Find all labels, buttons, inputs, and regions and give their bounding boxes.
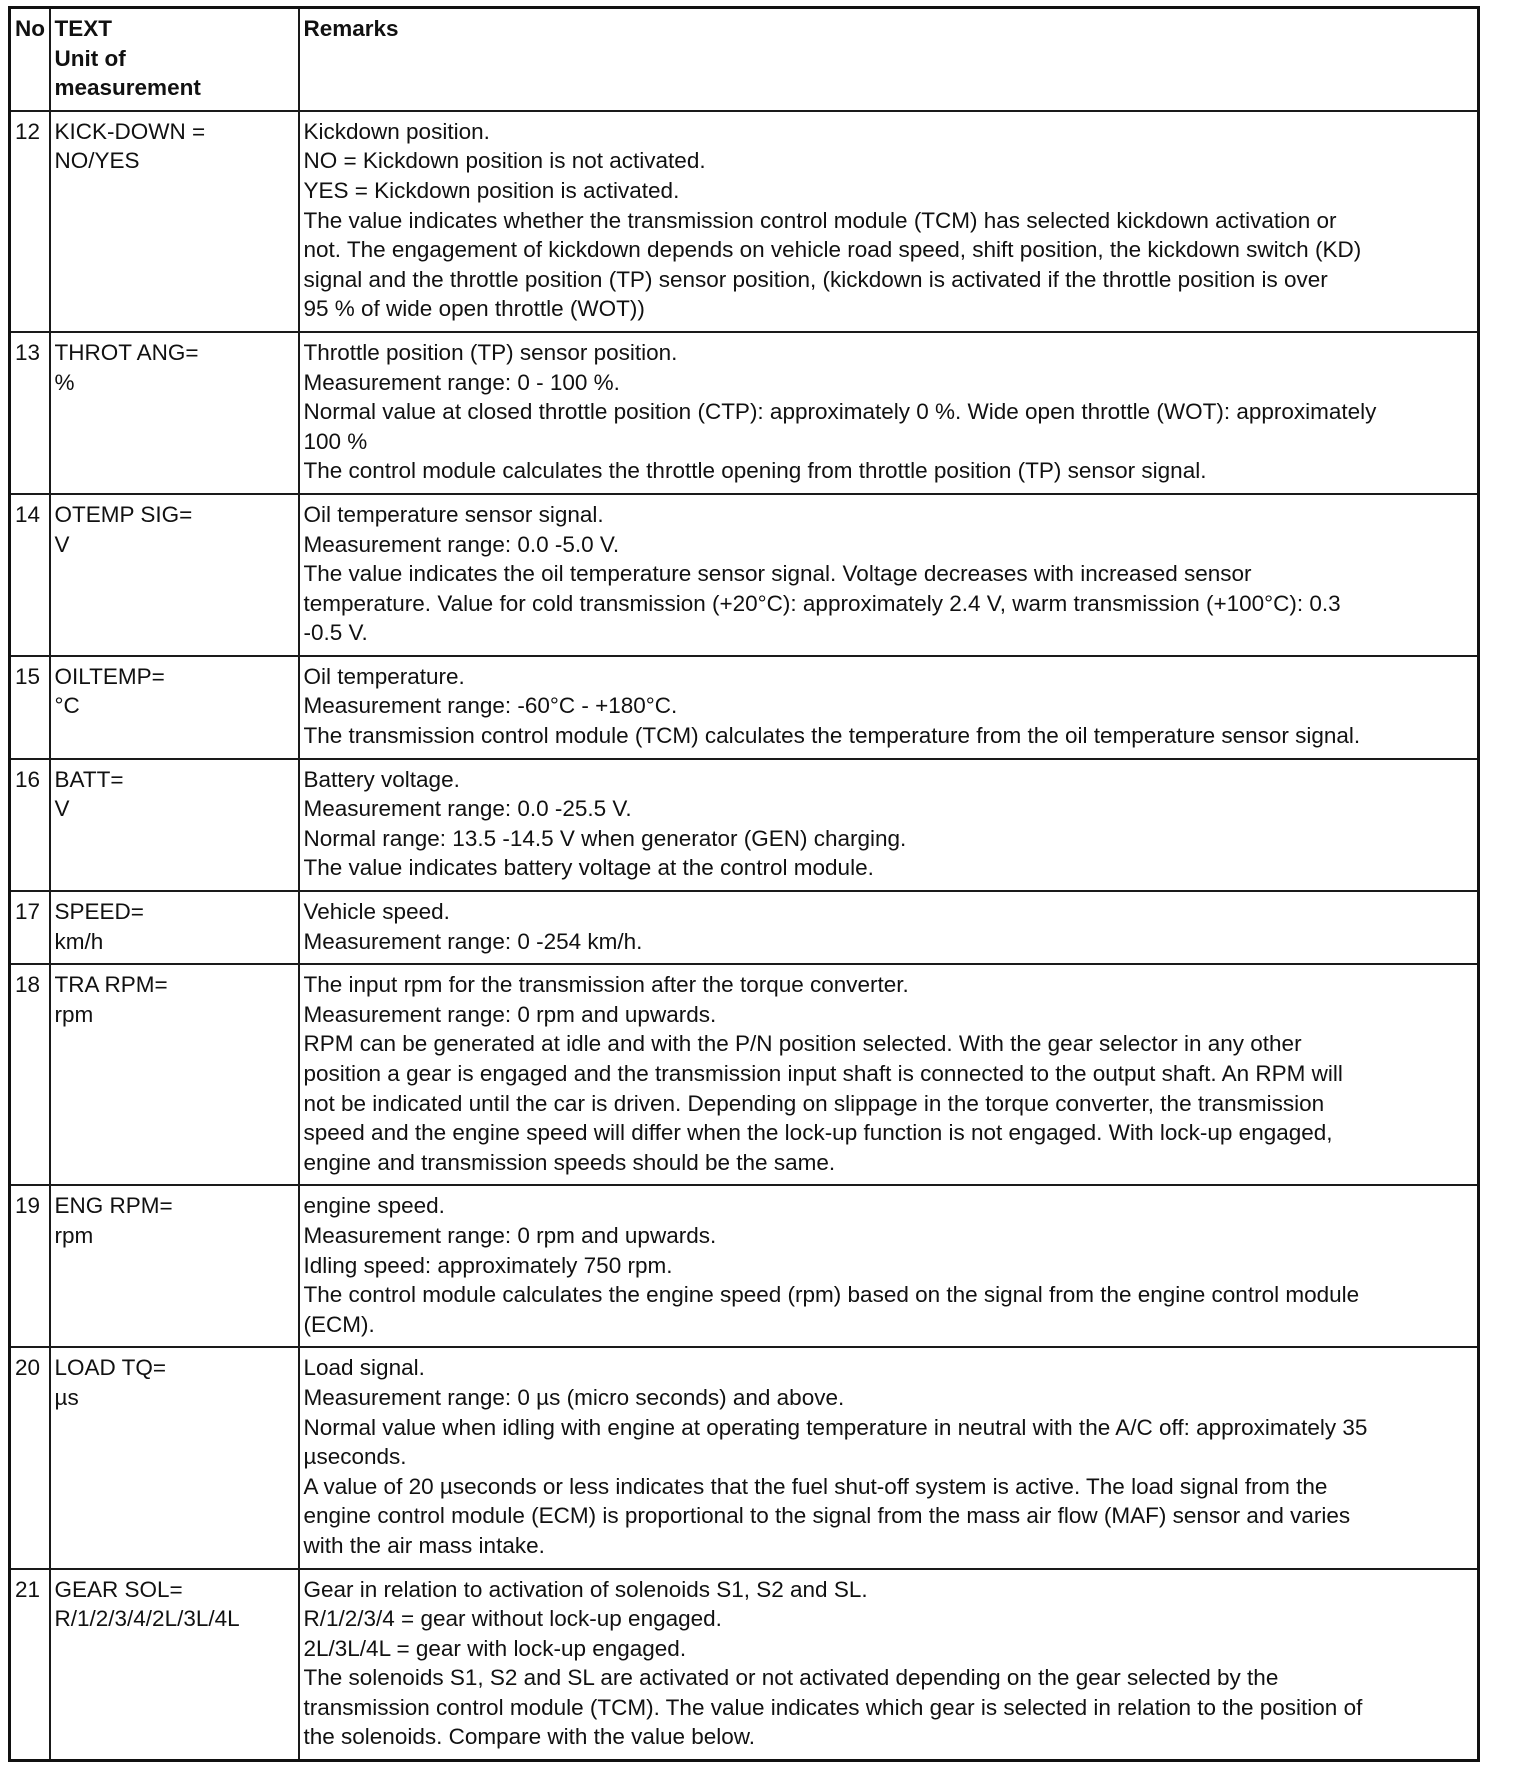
- parameter-name: THROT ANG=: [54, 339, 199, 365]
- remark-line: 2L/3L/4L = gear with lock-up engaged.: [303, 1635, 687, 1661]
- parameter-unit: µs: [54, 1384, 79, 1410]
- remark-line: Kickdown position.: [303, 118, 490, 144]
- row-remarks: [299, 964, 1479, 1185]
- table-row: [10, 332, 1479, 494]
- remark-line: Normal range: 13.5 -14.5 V when generator (GEN) charging.: [303, 825, 907, 851]
- remark-line: not. The engagement of kickdown depends on vehicle road speed, shift position, the kickdown switch (KD): [303, 237, 1362, 263]
- remark-line: µseconds.: [303, 1444, 407, 1470]
- row-parameter-text: [50, 656, 299, 759]
- row-remarks: [299, 656, 1479, 759]
- parameter-name: ENG RPM=: [54, 1193, 173, 1219]
- row-parameter-text: [50, 759, 299, 891]
- remark-line: Measurement range: 0 - 100 %.: [303, 369, 620, 395]
- remark-line: Throttle position (TP) sensor position.: [303, 339, 678, 365]
- remark-line: engine and transmission speeds should be the same.: [303, 1149, 836, 1175]
- row-number: 12: [10, 111, 50, 332]
- row-remarks: [299, 1569, 1479, 1761]
- remark-line: The input rpm for the transmission after the torque converter.: [303, 972, 909, 998]
- parameter-table: [8, 6, 1480, 1762]
- table-row: [10, 759, 1479, 891]
- parameter-name: KICK-DOWN =: [54, 118, 206, 144]
- remark-line: position a gear is engaged and the transmission input shaft is connected to the output shaft. An RPM will: [303, 1061, 1343, 1086]
- remark-line: R/1/2/3/4 = gear without lock-up engaged.: [303, 1606, 722, 1632]
- table-header-row: [10, 8, 1479, 111]
- table-body: [10, 111, 1479, 1761]
- parameter-unit: NO/YES: [54, 148, 140, 174]
- parameter-unit: rpm: [54, 1001, 94, 1027]
- remark-line: transmission control module (TCM). The value indicates which gear is selected in relation to the position of: [303, 1694, 1363, 1720]
- parameter-unit: %: [54, 369, 75, 395]
- remark-line: 95 % of wide open throttle (WOT)): [303, 296, 645, 322]
- remark-line: A value of 20 µseconds or less indicates that the fuel shut-off system is active. The load signal from the: [303, 1473, 1328, 1499]
- remark-line: Normal value when idling with engine at operating temperature in neutral with the A/C off: approximately 35: [303, 1414, 1368, 1440]
- header-remarks: Remarks: [299, 8, 1479, 111]
- row-remarks: [299, 111, 1479, 332]
- remark-line: signal and the throttle position (TP) sensor position, (kickdown is activated if the throttle position is over: [303, 266, 1328, 292]
- parameter-unit: V: [54, 796, 70, 822]
- remark-line: Measurement range: 0.0 -5.0 V.: [303, 531, 620, 557]
- table-row: [10, 1347, 1479, 1568]
- remark-line: The value indicates whether the transmission control module (TCM) has selected kickdown activation or: [303, 207, 1337, 233]
- remark-line: Measurement range: 0 rpm and upwards.: [303, 1222, 717, 1248]
- row-number: 19: [10, 1185, 50, 1347]
- remark-line: The control module calculates the throttle opening from throttle position (TP) sensor signal.: [303, 458, 1207, 484]
- header-text-unit: TEXT Unit of measurement: [50, 8, 299, 111]
- remark-line: engine control module (ECM) is proportional to the signal from the mass air flow (MAF) sensor and varies: [303, 1503, 1351, 1529]
- row-number: 16: [10, 759, 50, 891]
- parameter-name: OILTEMP=: [54, 663, 165, 689]
- row-number: 17: [10, 891, 50, 964]
- remark-line: Battery voltage.: [303, 766, 460, 792]
- row-number: 20: [10, 1347, 50, 1568]
- table-row: [10, 111, 1479, 332]
- remark-line: Vehicle speed.: [303, 899, 450, 925]
- row-parameter-text: [50, 1569, 299, 1761]
- parameter-unit: km/h: [54, 928, 104, 954]
- row-remarks: [299, 759, 1479, 891]
- table-row: [10, 891, 1479, 964]
- remark-line: engine speed.: [303, 1193, 445, 1219]
- remark-line: NO = Kickdown position is not activated.: [303, 148, 706, 174]
- remark-line: Measurement range: 0 µs (micro seconds) and above.: [303, 1384, 845, 1410]
- remark-line: YES = Kickdown position is activated.: [303, 177, 680, 203]
- remark-line: not be indicated until the car is driven. Depending on slippage in the torque converter, the transmission: [303, 1090, 1325, 1116]
- row-number: 18: [10, 964, 50, 1185]
- row-parameter-text: [50, 111, 299, 332]
- row-number: 13: [10, 332, 50, 494]
- remark-line: RPM can be generated at idle and with the P/N position selected. With the gear selector in any other: [303, 1031, 1302, 1057]
- remark-line: Gear in relation to activation of solenoids S1, S2 and SL.: [303, 1576, 868, 1602]
- table-row: [10, 964, 1479, 1185]
- parameter-unit: °C: [54, 693, 80, 719]
- remark-line: The control module calculates the engine speed (rpm) based on the signal from the engine control module: [303, 1282, 1360, 1308]
- remark-line: The transmission control module (TCM) calculates the temperature from the oil temperature sensor signal.: [303, 723, 1361, 749]
- row-number: 14: [10, 494, 50, 656]
- row-number: 15: [10, 656, 50, 759]
- parameter-name: GEAR SOL=: [54, 1576, 183, 1602]
- remark-line: temperature. Value for cold transmission (+20°C): approximately 2.4 V, warm transmission (+100°C): 0.3: [303, 590, 1341, 616]
- row-remarks: [299, 1347, 1479, 1568]
- parameter-name: OTEMP SIG=: [54, 501, 193, 527]
- parameter-unit: V: [54, 531, 70, 557]
- table-row: [10, 1569, 1479, 1761]
- table-row: [10, 494, 1479, 656]
- row-parameter-text: [50, 964, 299, 1185]
- row-parameter-text: [50, 1347, 299, 1568]
- remark-line: Measurement range: 0 rpm and upwards.: [303, 1001, 717, 1027]
- parameter-unit: rpm: [54, 1222, 94, 1248]
- remark-line: 100 %: [303, 428, 368, 454]
- table-row: [10, 656, 1479, 759]
- row-parameter-text: [50, 1185, 299, 1347]
- row-remarks: [299, 1185, 1479, 1347]
- remark-line: The value indicates the oil temperature sensor signal. Voltage decreases with increased sensor: [303, 561, 1252, 587]
- remark-line: The solenoids S1, S2 and SL are activated or not activated depending on the gear selected by the: [303, 1665, 1279, 1691]
- row-remarks: [299, 494, 1479, 656]
- remark-line: Idling speed: approximately 750 rpm.: [303, 1252, 673, 1278]
- remark-line: Oil temperature.: [303, 663, 465, 689]
- remark-line: The value indicates battery voltage at the control module.: [303, 855, 874, 881]
- remark-line: Normal value at closed throttle position (CTP): approximately 0 %. Wide open throttle (WOT): approximately: [303, 399, 1377, 425]
- remark-line: Oil temperature sensor signal.: [303, 501, 604, 527]
- row-remarks: [299, 891, 1479, 964]
- remark-line: speed and the engine speed will differ when the lock-up function is not engaged. With lock-up engaged,: [303, 1120, 1333, 1146]
- parameter-name: BATT=: [54, 766, 124, 792]
- remark-line: with the air mass intake.: [303, 1532, 545, 1558]
- row-remarks: [299, 332, 1479, 494]
- remark-line: Measurement range: 0 -254 km/h.: [303, 928, 643, 954]
- row-number: 21: [10, 1569, 50, 1761]
- parameter-name: TRA RPM=: [54, 972, 168, 998]
- remark-line: -0.5 V.: [303, 620, 368, 646]
- remark-line: Measurement range: 0.0 -25.5 V.: [303, 796, 632, 822]
- remark-line: (ECM).: [303, 1311, 375, 1337]
- table-row: [10, 1185, 1479, 1347]
- row-parameter-text: [50, 494, 299, 656]
- parameter-name: SPEED=: [54, 899, 144, 925]
- parameter-name: LOAD TQ=: [54, 1355, 167, 1381]
- header-no: No: [10, 8, 50, 111]
- remark-line: the solenoids. Compare with the value below.: [303, 1724, 756, 1750]
- row-parameter-text: [50, 891, 299, 964]
- parameter-unit: R/1/2/3/4/2L/3L/4L: [54, 1606, 240, 1632]
- row-parameter-text: [50, 332, 299, 494]
- remark-line: Load signal.: [303, 1355, 425, 1381]
- remark-line: Measurement range: -60°C - +180°C.: [303, 693, 678, 719]
